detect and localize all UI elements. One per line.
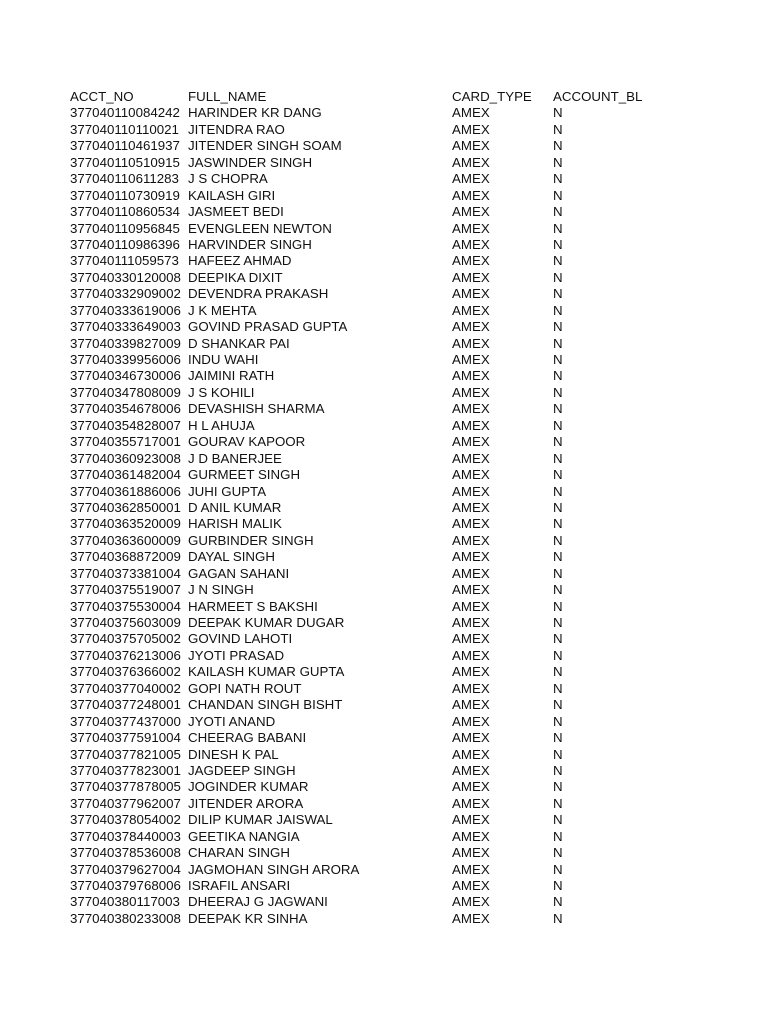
card-type-cell: AMEX: [452, 549, 490, 565]
table-row: [70, 714, 730, 730]
card-type-cell: AMEX: [452, 565, 490, 581]
full-name-cell: ISRAFIL ANSARI: [188, 878, 291, 893]
full-name-cell: JASMEET BEDI: [188, 204, 284, 220]
full-name-cell: JAGDEEP SINGH: [188, 762, 296, 778]
full-name-cell: DEEPAK KR SINHA: [188, 910, 308, 926]
table-row: [70, 796, 730, 812]
table-row: [70, 747, 730, 763]
full-name-cell: JITENDER ARORA: [188, 795, 304, 811]
account-bl-cell: N: [553, 762, 563, 778]
card-type-cell: AMEX: [452, 762, 490, 778]
card-type-cell: AMEX: [452, 598, 490, 614]
card-type-cell: AMEX: [452, 368, 490, 384]
account-table: [70, 89, 730, 927]
card-type-cell: AMEX: [452, 154, 490, 170]
account-bl-cell: N: [553, 319, 563, 335]
acct-no-cell: 377040110110021: [70, 121, 179, 137]
full-name-cell: DEVASHISH SHARMA: [188, 401, 325, 417]
card-type-cell: AMEX: [452, 121, 490, 137]
card-type-cell: AMEX: [452, 417, 490, 433]
table-row: [70, 237, 730, 253]
table-row: [70, 188, 730, 204]
card-type-cell: AMEX: [452, 269, 490, 285]
header-card-type: CARD_TYPE: [452, 89, 532, 104]
account-bl-cell: N: [553, 664, 563, 680]
card-type-cell: AMEX: [452, 680, 490, 696]
card-type-cell: AMEX: [452, 647, 490, 663]
account-bl-cell: N: [553, 204, 563, 220]
card-type-cell: AMEX: [452, 795, 490, 811]
account-bl-cell: N: [553, 121, 563, 137]
acct-no-cell: 377040379627004: [70, 861, 181, 877]
full-name-cell: JITENDER SINGH SOAM: [188, 138, 342, 154]
account-bl-cell: N: [553, 335, 563, 351]
account-bl-cell: N: [553, 499, 563, 515]
table-row: [70, 599, 730, 615]
acct-no-cell: 377040377878005: [70, 779, 181, 795]
full-name-cell: HAFEEZ AHMAD: [188, 253, 292, 269]
table-row: [70, 385, 730, 401]
acct-no-cell: 377040330120008: [70, 269, 181, 285]
table-row: [70, 319, 730, 335]
acct-no-cell: 377040378054002: [70, 812, 181, 828]
account-bl-cell: N: [553, 795, 563, 811]
account-bl-cell: N: [553, 532, 563, 548]
acct-no-cell: 377040362850001: [70, 499, 181, 515]
full-name-cell: JOGINDER KUMAR: [188, 779, 309, 795]
acct-no-cell: 377040110461937: [70, 138, 180, 154]
full-name-cell: D ANIL KUMAR: [188, 499, 282, 515]
acct-no-cell: 377040373381004: [70, 565, 181, 581]
table-row: [70, 549, 730, 565]
acct-no-cell: 377040110860534: [70, 204, 180, 220]
account-bl-cell: N: [553, 417, 563, 433]
account-bl-cell: N: [553, 680, 563, 696]
full-name-cell: HARMEET S BAKSHI: [188, 598, 318, 614]
acct-no-cell: 377040377823001: [70, 762, 181, 778]
table-row: [70, 631, 730, 647]
acct-no-cell: 377040363600009: [70, 532, 181, 548]
account-bl-cell: N: [553, 220, 563, 236]
account-bl-cell: N: [553, 894, 563, 910]
table-row: [70, 681, 730, 697]
full-name-cell: HARVINDER SINGH: [188, 236, 312, 252]
table-row: [70, 763, 730, 779]
card-type-cell: AMEX: [452, 713, 490, 729]
acct-no-cell: 377040380117003: [70, 894, 180, 910]
table-row: [70, 812, 730, 828]
full-name-cell: HARISH MALIK: [188, 516, 282, 532]
table-row: [70, 566, 730, 582]
table-row: [70, 303, 730, 319]
acct-no-cell: 377040363520009: [70, 516, 181, 532]
acct-no-cell: 377040333649003: [70, 319, 181, 335]
table-row: [70, 730, 730, 746]
full-name-cell: GURBINDER SINGH: [188, 532, 314, 548]
acct-no-cell: 377040375519007: [70, 582, 181, 598]
full-name-cell: CHANDAN SINGH BISHT: [188, 697, 343, 713]
account-bl-cell: N: [553, 105, 563, 121]
table-row: [70, 845, 730, 861]
card-type-cell: AMEX: [452, 532, 490, 548]
card-type-cell: AMEX: [452, 220, 490, 236]
acct-no-cell: 377040110084242: [70, 105, 180, 121]
table-row: [70, 155, 730, 171]
card-type-cell: AMEX: [452, 697, 490, 713]
header-full-name: FULL_NAME: [188, 89, 267, 104]
account-bl-cell: N: [553, 598, 563, 614]
acct-no-cell: 377040375530004: [70, 598, 181, 614]
card-type-cell: AMEX: [452, 434, 490, 450]
card-type-cell: AMEX: [452, 910, 490, 926]
account-bl-cell: N: [553, 434, 563, 450]
card-type-cell: AMEX: [452, 828, 490, 844]
table-row: [70, 582, 730, 598]
card-type-cell: AMEX: [452, 812, 490, 828]
card-type-cell: AMEX: [452, 236, 490, 252]
table-row: [70, 894, 730, 910]
card-type-cell: AMEX: [452, 384, 490, 400]
acct-no-cell: 377040354678006: [70, 401, 181, 417]
card-type-cell: AMEX: [452, 352, 490, 367]
full-name-cell: J S KOHILI: [188, 384, 255, 400]
acct-no-cell: 377040339956006: [70, 352, 181, 367]
acct-no-cell: 377040368872009: [70, 549, 181, 565]
card-type-cell: AMEX: [452, 171, 490, 187]
acct-no-cell: 377040110730919: [70, 187, 180, 203]
card-type-cell: AMEX: [452, 335, 490, 351]
full-name-cell: EVENGLEEN NEWTON: [188, 220, 332, 236]
acct-no-cell: 377040110956845: [70, 220, 180, 236]
acct-no-cell: 377040377248001: [70, 697, 181, 713]
acct-no-cell: 377040377591004: [70, 730, 181, 746]
table-row: [70, 368, 730, 384]
account-bl-cell: N: [553, 302, 563, 318]
account-bl-cell: N: [553, 253, 563, 269]
card-type-cell: AMEX: [452, 105, 490, 121]
account-bl-cell: N: [553, 647, 563, 663]
acct-no-cell: 377040377821005: [70, 746, 181, 762]
card-type-cell: AMEX: [452, 401, 490, 417]
acct-no-cell: 377040377437000: [70, 713, 181, 729]
full-name-cell: J D BANERJEE: [188, 450, 282, 466]
table-row: [70, 401, 730, 417]
table-row: [70, 138, 730, 154]
full-name-cell: D SHANKAR PAI: [188, 335, 290, 351]
table-row: [70, 352, 730, 368]
header-acct-no: ACCT_NO: [70, 89, 134, 104]
card-type-cell: AMEX: [452, 286, 490, 302]
full-name-cell: INDU WAHI: [188, 352, 259, 367]
account-bl-cell: N: [553, 187, 563, 203]
acct-no-cell: 377040110510915: [70, 154, 180, 170]
card-type-cell: AMEX: [452, 253, 490, 269]
card-type-cell: AMEX: [452, 138, 490, 154]
full-name-cell: DEVENDRA PRAKASH: [188, 286, 329, 302]
table-row: [70, 204, 730, 220]
full-name-cell: JYOTI ANAND: [188, 713, 276, 729]
full-name-cell: DEEPIKA DIXIT: [188, 269, 283, 285]
table-row: [70, 286, 730, 302]
account-bl-cell: N: [553, 154, 563, 170]
full-name-cell: CHARAN SINGH: [188, 845, 290, 861]
full-name-cell: DHEERAJ G JAGWANI: [188, 894, 328, 910]
full-name-cell: JAGMOHAN SINGH ARORA: [188, 861, 360, 877]
table-row: [70, 533, 730, 549]
account-bl-cell: N: [553, 401, 563, 417]
account-bl-cell: N: [553, 730, 563, 746]
account-bl-cell: N: [553, 352, 563, 367]
acct-no-cell: 377040377962007: [70, 795, 181, 811]
card-type-cell: AMEX: [452, 516, 490, 532]
acct-no-cell: 377040378440003: [70, 828, 181, 844]
table-row: [70, 878, 730, 894]
full-name-cell: J K MEHTA: [188, 302, 257, 318]
account-bl-cell: N: [553, 565, 563, 581]
card-type-cell: AMEX: [452, 861, 490, 877]
account-bl-cell: N: [553, 549, 563, 565]
account-bl-cell: N: [553, 878, 563, 893]
card-type-cell: AMEX: [452, 187, 490, 203]
account-bl-cell: N: [553, 845, 563, 861]
card-type-cell: AMEX: [452, 615, 490, 630]
account-bl-cell: N: [553, 910, 563, 926]
table-row: [70, 418, 730, 434]
card-type-cell: AMEX: [452, 664, 490, 680]
card-type-cell: AMEX: [452, 450, 490, 466]
card-type-cell: AMEX: [452, 878, 490, 893]
acct-no-cell: 377040379768006: [70, 878, 181, 893]
account-bl-cell: N: [553, 779, 563, 795]
full-name-cell: GAGAN SAHANI: [188, 565, 290, 581]
acct-no-cell: 377040376366002: [70, 664, 181, 680]
account-bl-cell: N: [553, 467, 563, 483]
header-row: [70, 89, 730, 105]
card-type-cell: AMEX: [452, 319, 490, 335]
table-row: [70, 270, 730, 286]
table-row: [70, 615, 730, 631]
acct-no-cell: 377040361886006: [70, 483, 181, 499]
table-row: [70, 336, 730, 352]
account-bl-cell: N: [553, 236, 563, 252]
acct-no-cell: 377040110986396: [70, 236, 180, 252]
full-name-cell: DAYAL SINGH: [188, 549, 275, 565]
table-row: [70, 467, 730, 483]
table-row: [70, 171, 730, 187]
full-name-cell: JAIMINI RATH: [188, 368, 275, 384]
full-name-cell: KAILASH KUMAR GUPTA: [188, 664, 345, 680]
full-name-cell: CHEERAG BABANI: [188, 730, 307, 746]
table-row: [70, 253, 730, 269]
table-row: [70, 516, 730, 532]
acct-no-cell: 377040380233008: [70, 910, 181, 926]
full-name-cell: GEETIKA NANGIA: [188, 828, 300, 844]
acct-no-cell: 377040346730006: [70, 368, 181, 384]
account-bl-cell: N: [553, 384, 563, 400]
full-name-cell: GOVIND PRASAD GUPTA: [188, 319, 348, 335]
account-bl-cell: N: [553, 861, 563, 877]
header-account-bl: ACCOUNT_BL: [553, 89, 643, 104]
table-row: [70, 829, 730, 845]
table-row: [70, 648, 730, 664]
table-row: [70, 122, 730, 138]
account-bl-cell: N: [553, 483, 563, 499]
full-name-cell: J N SINGH: [188, 582, 254, 598]
acct-no-cell: 377040332909002: [70, 286, 181, 302]
full-name-cell: H L AHUJA: [188, 417, 255, 433]
account-bl-cell: N: [553, 171, 563, 187]
card-type-cell: AMEX: [452, 730, 490, 746]
full-name-cell: GOPI NATH ROUT: [188, 680, 302, 696]
card-type-cell: AMEX: [452, 845, 490, 861]
account-bl-cell: N: [553, 828, 563, 844]
full-name-cell: J S CHOPRA: [188, 171, 268, 187]
full-name-cell: GOURAV KAPOOR: [188, 434, 306, 450]
card-type-cell: AMEX: [452, 499, 490, 515]
card-type-cell: AMEX: [452, 894, 490, 910]
table-row: [70, 434, 730, 450]
full-name-cell: KAILASH GIRI: [188, 187, 276, 203]
acct-no-cell: 377040347808009: [70, 384, 181, 400]
account-bl-cell: N: [553, 269, 563, 285]
card-type-cell: AMEX: [452, 746, 490, 762]
acct-no-cell: 377040360923008: [70, 450, 181, 466]
full-name-cell: JYOTI PRASAD: [188, 647, 285, 663]
full-name-cell: JITENDRA RAO: [188, 121, 285, 137]
acct-no-cell: 377040333619006: [70, 302, 181, 318]
account-bl-cell: N: [553, 812, 563, 828]
card-type-cell: AMEX: [452, 582, 490, 598]
full-name-cell: DINESH K PAL: [188, 746, 279, 762]
account-bl-cell: N: [553, 697, 563, 713]
acct-no-cell: 377040376213006: [70, 647, 181, 663]
acct-no-cell: 377040377040002: [70, 680, 181, 696]
card-type-cell: AMEX: [452, 483, 490, 499]
table-row: [70, 911, 730, 927]
table-row: [70, 779, 730, 795]
acct-no-cell: 377040339827009: [70, 335, 181, 351]
table-row: [70, 484, 730, 500]
table-body: [70, 105, 730, 927]
full-name-cell: DEEPAK KUMAR DUGAR: [188, 615, 345, 630]
acct-no-cell: 377040110611283: [70, 171, 179, 187]
acct-no-cell: 377040354828007: [70, 417, 181, 433]
full-name-cell: JUHI GUPTA: [188, 483, 267, 499]
acct-no-cell: 377040111059573: [70, 253, 179, 269]
full-name-cell: HARINDER KR DANG: [188, 105, 322, 121]
account-bl-cell: N: [553, 516, 563, 532]
account-bl-cell: N: [553, 138, 563, 154]
account-bl-cell: N: [553, 450, 563, 466]
full-name-cell: JASWINDER SINGH: [188, 154, 313, 170]
account-bl-cell: N: [553, 368, 563, 384]
table-row: [70, 500, 730, 516]
acct-no-cell: 377040361482004: [70, 467, 181, 483]
card-type-cell: AMEX: [452, 204, 490, 220]
account-bl-cell: N: [553, 582, 563, 598]
table-row: [70, 105, 730, 121]
account-bl-cell: N: [553, 286, 563, 302]
full-name-cell: GOVIND LAHOTI: [188, 631, 293, 647]
full-name-cell: DILIP KUMAR JAISWAL: [188, 812, 333, 828]
table-row: [70, 862, 730, 878]
account-bl-cell: N: [553, 713, 563, 729]
acct-no-cell: 377040378536008: [70, 845, 181, 861]
account-bl-cell: N: [553, 631, 563, 647]
account-bl-cell: N: [553, 746, 563, 762]
table-row: [70, 221, 730, 237]
account-bl-cell: N: [553, 615, 563, 630]
table-row: [70, 451, 730, 467]
acct-no-cell: 377040375603009: [70, 615, 181, 630]
table-row: [70, 664, 730, 680]
card-type-cell: AMEX: [452, 467, 490, 483]
card-type-cell: AMEX: [452, 779, 490, 795]
card-type-cell: AMEX: [452, 631, 490, 647]
full-name-cell: GURMEET SINGH: [188, 467, 301, 483]
card-type-cell: AMEX: [452, 302, 490, 318]
acct-no-cell: 377040355717001: [70, 434, 181, 450]
acct-no-cell: 377040375705002: [70, 631, 181, 647]
table-row: [70, 697, 730, 713]
